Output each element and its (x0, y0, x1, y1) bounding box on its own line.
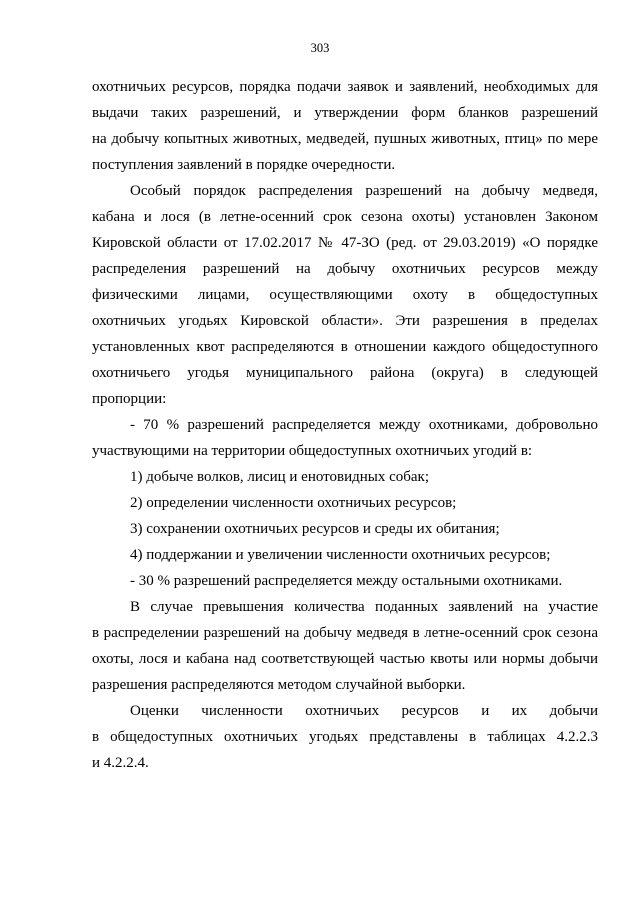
text-line: в общедоступных охотничьих угодьях представлены в таблицах 4.2.2.3 (92, 729, 598, 745)
text-line: на добычу копытных животных, медведей, пушных животных, птиц» по мере (92, 131, 598, 147)
text-line: 2) определении численности охотничьих ресурсов; (130, 495, 457, 511)
text-line: разрешения распределяются методом случайной выборки. (92, 677, 466, 693)
text-line: физическими лицами, осуществляющими охоту в общедоступных (92, 287, 598, 303)
text-line: охотничьих ресурсов, порядка подачи заявок и заявлений, необходимых для (92, 79, 598, 95)
text-line: и 4.2.2.4. (92, 755, 149, 771)
text-line: установленных квот распределяются в отношении каждого общедоступного (92, 339, 598, 355)
text-line: Оценки численности охотничьих ресурсов и их добычи (130, 703, 598, 719)
text-line: поступления заявлений в порядке очередности. (92, 157, 396, 173)
text-line: 3) сохранении охотничьих ресурсов и среды их обитания; (130, 521, 500, 537)
text-line: охоты, лося и кабана над соответствующей частью квоты или нормы добычи (92, 651, 598, 667)
text-line: В случае превышения количества поданных заявлений на участие (130, 599, 598, 615)
text-line: охотничьих угодьях Кировской области». Эти разрешения в пределах (92, 313, 598, 329)
text-line: Кировской области от 17.02.2017 № 47-ЗО (ред. от 29.03.2019) «О порядке (92, 235, 598, 251)
text-line: 4) поддержании и увеличении численности охотничьих ресурсов; (130, 547, 551, 563)
body-text (92, 74, 598, 776)
text-line: охотничьего угодья муниципального района (округа) в следующей (92, 365, 598, 381)
text-line: участвующими на территории общедоступных охотничьих угодий в: (92, 443, 533, 459)
page-number: 303 (310, 41, 330, 55)
text-line: выдачи таких разрешений, и утверждении форм бланков разрешений (92, 105, 598, 121)
text-line: кабана и лося (в летне-осенний срок сезона охоты) установлен Законом (92, 209, 598, 225)
text-line: в распределении разрешений на добычу медведя в летне-осенний срок сезона (92, 625, 598, 641)
text-line: распределения разрешений на добычу охотничьих ресурсов между (92, 261, 598, 277)
text-line: 1) добыче волков, лисиц и енотовидных собак; (130, 469, 430, 485)
text-line: - 30 % разрешений распределяется между остальными охотниками. (130, 573, 563, 589)
text-line: пропорции: (92, 391, 167, 407)
text-line: Особый порядок распределения разрешений на добычу медведя, (130, 183, 598, 199)
text-line: - 70 % разрешений распределяется между охотниками, добровольно (130, 417, 598, 433)
